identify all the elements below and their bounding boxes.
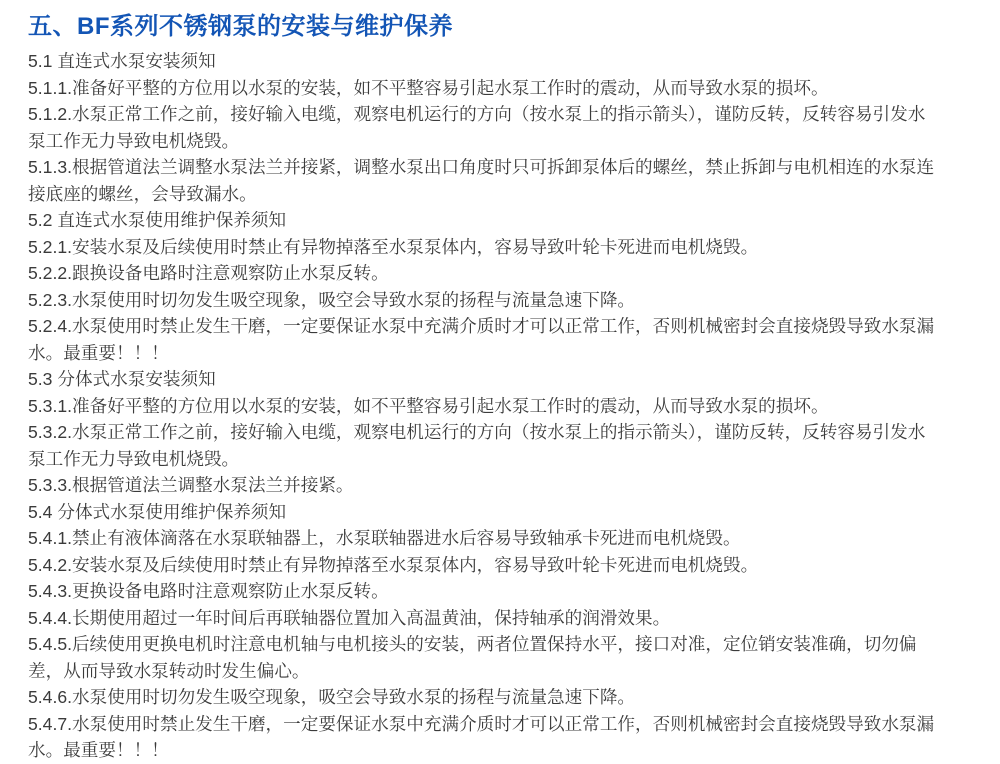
paragraph: 5.3.1.准备好平整的方位用以水泵的安装，如不平整容易引起水泵工作时的震动，从而导致水泵的损坏。 bbox=[28, 395, 829, 416]
page-title: 五、BF系列不锈钢泵的安装与维护保养 bbox=[28, 13, 453, 40]
paragraph: 5.4.7.水泵使用时禁止发生干磨，一定要保证水泵中充满介质时才可以正常工作，否则机械密封会直接烧毁导致水泵漏水。最重要！！！ bbox=[28, 713, 935, 760]
paragraph: 5.3 分体式水泵安装须知 bbox=[28, 369, 216, 389]
paragraph-list bbox=[28, 48, 940, 764]
paragraph: 5.1.1.准备好平整的方位用以水泵的安装，如不平整容易引起水泵工作时的震动，从而导致水泵的损坏。 bbox=[28, 77, 829, 98]
paragraph: 5.2.1.安装水泵及后续使用时禁止有异物掉落至水泵泵体内，容易导致叶轮卡死进而电机烧毁。 bbox=[28, 236, 759, 257]
paragraph: 5.1.2.水泵正常工作之前，接好输入电缆，观察电机运行的方向（按水泵上的指示箭头），谨防反转，反转容易引发水泵工作无力导致电机烧毁。 bbox=[28, 104, 926, 151]
paragraph: 5.1.3.根据管道法兰调整水泵法兰并接紧，调整水泵出口角度时只可拆卸泵体后的螺丝，禁止拆卸与电机相连的水泵连接底座的螺丝，会导致漏水。 bbox=[28, 157, 935, 204]
paragraph: 5.4 分体式水泵使用维护保养须知 bbox=[28, 501, 287, 522]
paragraph: 5.3.3.根据管道法兰调整水泵法兰并接紧。 bbox=[28, 475, 354, 495]
paragraph: 5.3.2.水泵正常工作之前，接好输入电缆，观察电机运行的方向（按水泵上的指示箭头），谨防反转，反转容易引发水泵工作无力导致电机烧毁。 bbox=[28, 422, 926, 469]
paragraph: 5.4.5.后续使用更换电机时注意电机轴与电机接头的安装，两者位置保持水平，接口对准，定位销安装准确，切勿偏差，从而导致水泵转动时发生偏心。 bbox=[28, 634, 917, 681]
paragraph: 5.2.4.水泵使用时禁止发生干磨，一定要保证水泵中充满介质时才可以正常工作，否则机械密封会直接烧毁导致水泵漏水。最重要！！！ bbox=[28, 316, 935, 363]
paragraph: 5.4.4.长期使用超过一年时间后再联轴器位置加入高温黄油，保持轴承的润滑效果。 bbox=[28, 607, 671, 628]
paragraph: 5.2.2.跟换设备电路时注意观察防止水泵反转。 bbox=[28, 263, 389, 283]
paragraph: 5.4.3.更换设备电路时注意观察防止水泵反转。 bbox=[28, 581, 389, 601]
paragraph: 5.4.2.安装水泵及后续使用时禁止有异物掉落至水泵泵体内，容易导致叶轮卡死进而电机烧毁。 bbox=[28, 554, 759, 575]
paragraph: 5.2.3.水泵使用时切勿发生吸空现象，吸空会导致水泵的扬程与流量急速下降。 bbox=[28, 289, 636, 310]
paragraph: 5.2 直连式水泵使用维护保养须知 bbox=[28, 210, 287, 230]
paragraph: 5.4.1.禁止有液体滴落在水泵联轴器上，水泵联轴器进水后容易导致轴承卡死进而电机烧毁。 bbox=[28, 528, 741, 548]
paragraph: 5.1 直连式水泵安装须知 bbox=[28, 51, 216, 71]
paragraph: 5.4.6.水泵使用时切勿发生吸空现象，吸空会导致水泵的扬程与流量急速下降。 bbox=[28, 687, 636, 707]
